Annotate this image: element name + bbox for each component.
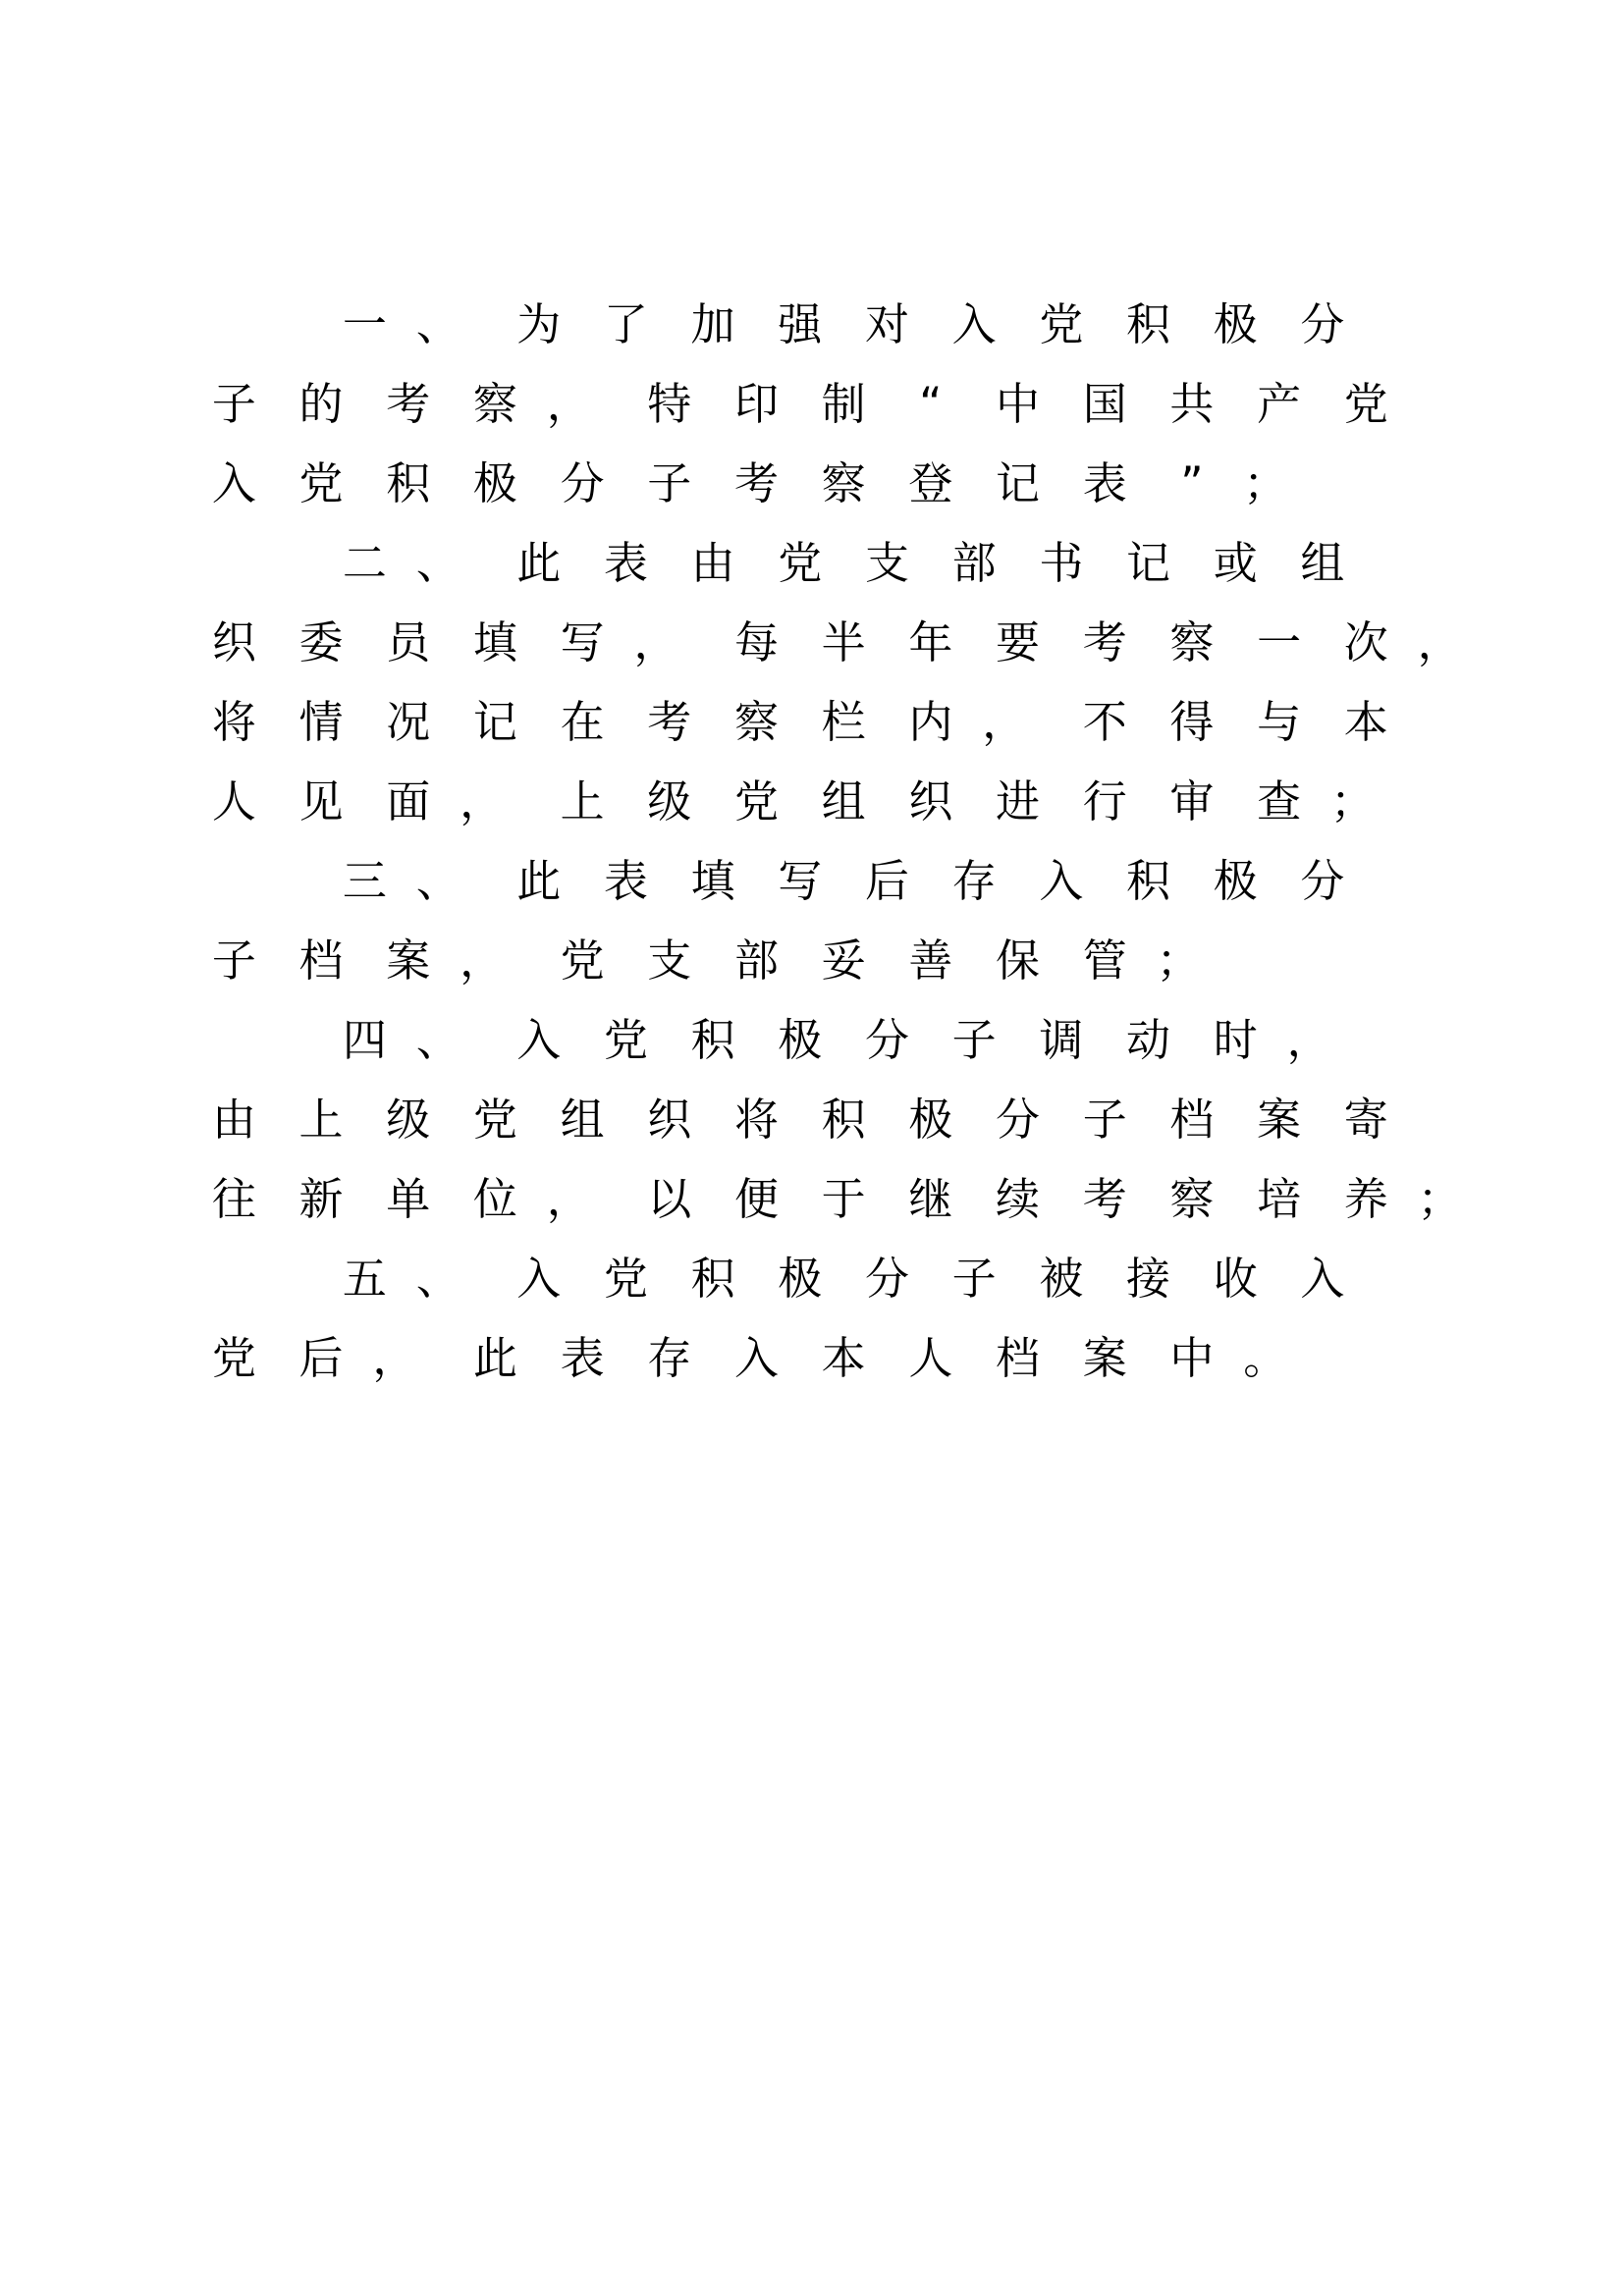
text-line: 织 委 员 填 写 ， 每 半 年 要 考 察 一 次 ， bbox=[211, 616, 1462, 668]
text-line: 二 、 此 表 由 党 支 部 书 记 或 组 bbox=[342, 537, 1345, 589]
text-line: 将 情 况 记 在 考 察 栏 内 ， 不 得 与 本 bbox=[211, 696, 1388, 748]
text-line: 四 、 入 党 积 极 分 子 调 动 时 ， bbox=[342, 1014, 1331, 1066]
text-line: 一 、 为 了 加 强 对 入 党 积 极 分 bbox=[342, 298, 1345, 350]
text-line: 由 上 级 党 组 织 将 积 极 分 子 档 案 寄 bbox=[211, 1094, 1388, 1146]
text-line: 往 新 单 位 ， 以 便 于 继 续 考 察 培 养 ； bbox=[211, 1173, 1462, 1225]
text-line: 五 、 入 党 积 极 分 子 被 接 收 入 bbox=[342, 1253, 1345, 1305]
text-line: 党 后 ， 此 表 存 入 本 人 档 案 中 。 bbox=[211, 1332, 1288, 1384]
document-body bbox=[190, 285, 1496, 1398]
text-line: 子 档 案 ， 党 支 部 妥 善 保 管 ； bbox=[211, 934, 1201, 987]
text-line: 人 见 面 ， 上 级 党 组 织 进 行 审 查 ； bbox=[211, 775, 1375, 828]
text-line: 子 的 考 察 ， 特 印 制 “ 中 国 共 产 党 bbox=[211, 378, 1388, 430]
text-line: 入 党 积 极 分 子 考 察 登 记 表 ” ； bbox=[211, 457, 1288, 509]
text-line: 三 、 此 表 填 写 后 存 入 积 极 分 bbox=[342, 855, 1345, 907]
